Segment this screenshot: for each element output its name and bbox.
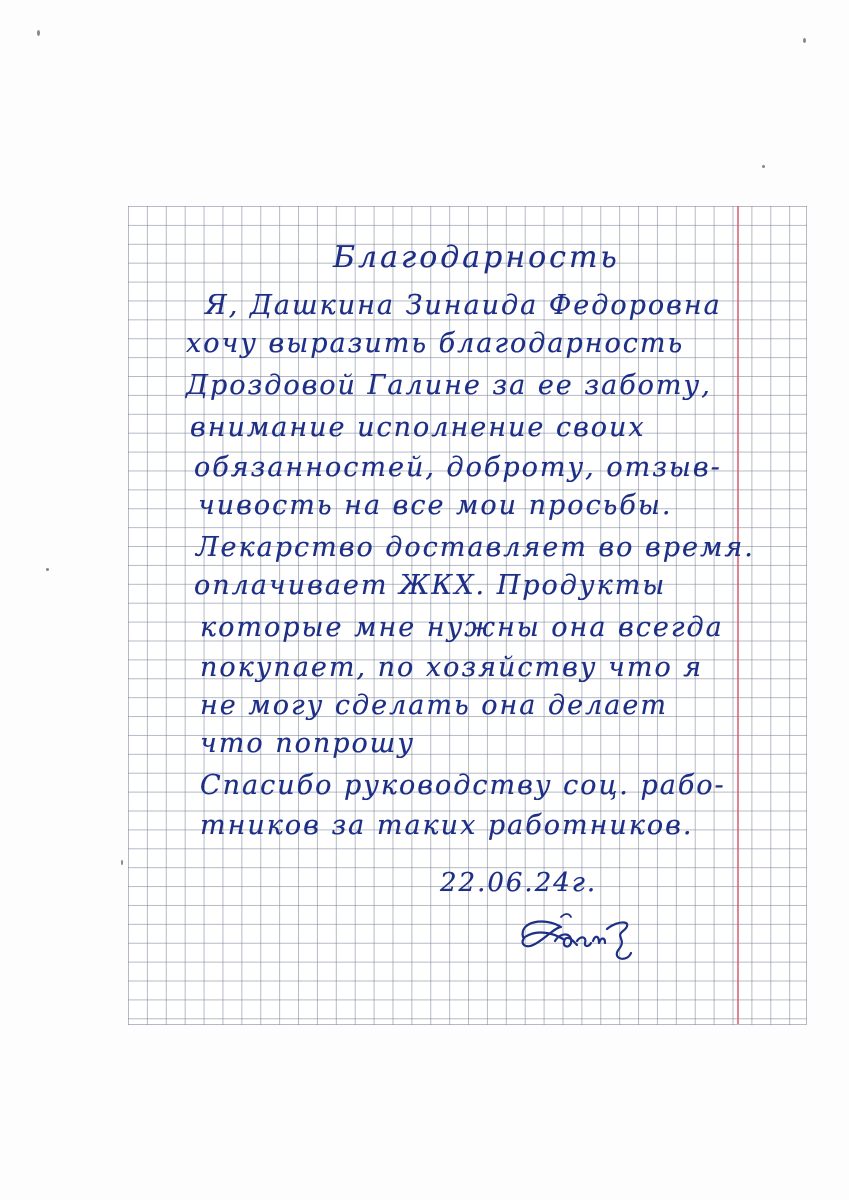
letter-line: тников за таких работников. xyxy=(200,810,694,841)
letter-line: оплачивает ЖКХ. Продукты xyxy=(194,570,667,601)
letter-line: обязанностей, доброту, отзыв- xyxy=(194,452,722,483)
letter-line: что попрошу xyxy=(200,728,416,759)
scan-speck xyxy=(46,568,49,571)
margin-line xyxy=(737,206,739,1024)
letter-line: которые мне нужны она всегда xyxy=(200,612,724,643)
letter-title: Благодарность xyxy=(333,240,620,275)
letter-line: хочу выразить благодарность xyxy=(186,328,685,359)
scan-speck xyxy=(803,38,806,43)
scan-speck xyxy=(37,30,40,36)
letter-line: внимание исполнение своих xyxy=(190,412,646,443)
letter-line: покупает, по хозяйству что я xyxy=(200,652,704,683)
letter-line: Лекарство доставляет во время. xyxy=(196,532,755,563)
letter-line: чивость на все мои просьбы. xyxy=(198,490,673,521)
letter-line: Дроздовой Галине за ее заботу, xyxy=(186,370,712,401)
letter-date: 22.06.24г. xyxy=(440,868,598,898)
letter-line: не могу сделать она делает xyxy=(200,690,668,721)
letter-line: Спасибо руководству соц. рабо- xyxy=(200,770,726,801)
signature-mark xyxy=(515,905,645,975)
scan-speck xyxy=(762,165,765,168)
scan-speck xyxy=(121,860,123,865)
letter-line: Я, Дашкина Зинаида Федоровна xyxy=(205,290,722,321)
